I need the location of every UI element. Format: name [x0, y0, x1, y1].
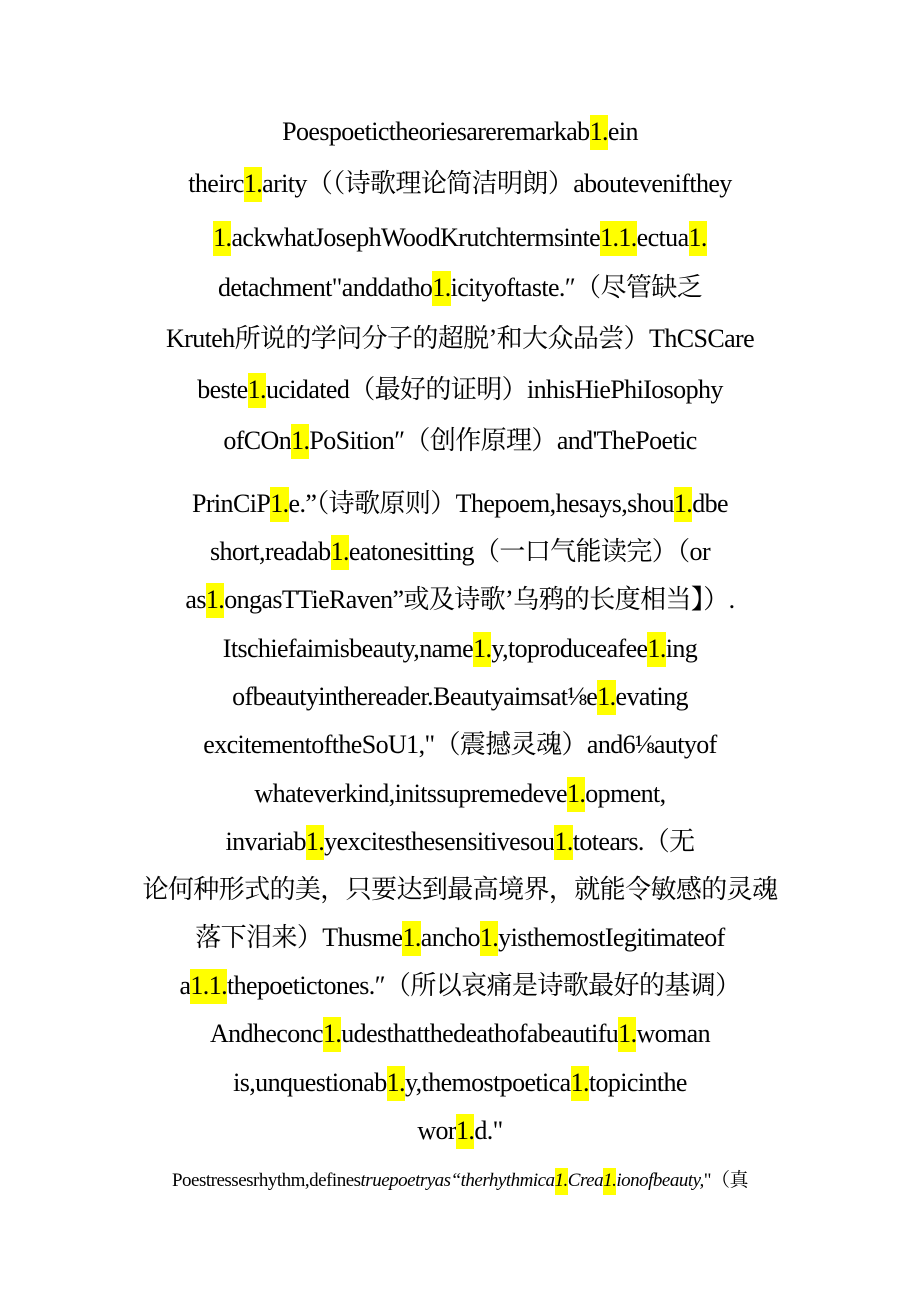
- text-line: [0, 873, 920, 907]
- text-segment: a: [179, 971, 191, 1000]
- text-segment: "（真: [703, 1170, 749, 1191]
- text-line: [0, 825, 920, 859]
- highlighted-text: 1.: [571, 1066, 589, 1101]
- text-segment: is,unquestionab: [233, 1068, 387, 1097]
- highlighted-text: 1.: [291, 424, 309, 459]
- text-line: [0, 1017, 920, 1051]
- text-line: [0, 777, 920, 811]
- text-segment: Poestressesrhythm,defines: [171, 1170, 361, 1191]
- text-segment: totears.（无: [572, 827, 695, 856]
- text-line: [0, 1164, 920, 1198]
- text-segment: Itschiefaimisbeauty,name: [222, 634, 474, 663]
- text-segment: excitementoftheSoU1,"（震撼灵魂）and6⅛autyof: [203, 730, 717, 759]
- text-line: [0, 322, 920, 356]
- text-segment: y,themostpoetica: [404, 1068, 571, 1097]
- text-segment: 论何种形式的美，只要达到最高境界，就能令敏感的灵魂: [142, 875, 778, 904]
- text-line: [0, 487, 920, 521]
- highlighted-text: 1.: [647, 632, 665, 667]
- text-segment: Kruteh所说的学问分子的超脱’和大众品尝）ThCSCare: [165, 324, 755, 353]
- highlighted-text: 1.: [603, 1168, 616, 1195]
- text-segment: whateverkind,initssupremedeve: [254, 779, 567, 808]
- text-segment: ongasTTieRaven”或及诗歌’乌鸦的长度相当】）.: [224, 585, 735, 614]
- text-segment: wor: [417, 1116, 456, 1145]
- text-segment: udesthatthedeathofabeautifu: [341, 1019, 619, 1048]
- text-line: [0, 221, 920, 255]
- text-segment: thepoetictones.″（所以哀痛是诗歌最好的基调）: [227, 971, 741, 1000]
- highlighted-text: 1.: [331, 535, 349, 570]
- text-line: [0, 115, 920, 149]
- highlighted-text: 1.: [323, 1017, 341, 1052]
- highlighted-text: 1.: [689, 221, 707, 256]
- text-segment: Poespoetictheoriesareremarkab: [282, 117, 590, 146]
- highlighted-text: 1.: [473, 632, 491, 667]
- text-segment: theirc: [188, 169, 244, 198]
- text-segment: 落下泪来）Thusme: [195, 923, 403, 952]
- text-segment: d.": [474, 1116, 503, 1145]
- highlighted-text: 1.: [270, 487, 288, 522]
- text-segment: ing: [665, 634, 698, 663]
- text-segment: arity（（诗歌理论简洁明朗）abouteveniftheу: [262, 169, 732, 198]
- text-line: [0, 921, 920, 955]
- text-segment: Andheconc: [209, 1019, 323, 1048]
- text-segment: invariab: [225, 827, 306, 856]
- text-segment: icityoftaste.″（尽管缺乏: [450, 273, 703, 302]
- text-segment: ionofbeauty,: [616, 1170, 704, 1191]
- text-segment: ectua: [636, 223, 689, 252]
- text-segment: eatonesitting（一口气能读完）（or: [348, 537, 711, 566]
- highlighted-text: 1.: [206, 583, 224, 618]
- text-segment: short,readab: [209, 537, 331, 566]
- highlighted-text: 1.: [244, 167, 262, 202]
- highlighted-text: 1.: [306, 825, 324, 860]
- text-segment: ackwhatJosephWoodKrutchtermsinte: [231, 223, 601, 252]
- text-segment: yisthemostIegitimateof: [498, 923, 725, 952]
- text-segment: y,toproduceafee: [491, 634, 648, 663]
- text-line: [0, 1114, 920, 1148]
- text-segment: ancho: [420, 923, 480, 952]
- text-segment: ucidated（最好的证明）inhisHiePhiIosophy: [265, 375, 723, 404]
- text-segment: Crea: [567, 1170, 604, 1191]
- highlighted-text: 1.: [402, 921, 420, 956]
- text-segment: evating: [615, 682, 688, 711]
- text-line: [0, 1066, 920, 1100]
- text-segment: e.”（诗歌原则）Thepoem,hesays,shou: [288, 489, 674, 518]
- highlighted-text: 1.: [555, 1168, 568, 1195]
- text-segment: as: [185, 585, 206, 614]
- text-segment: woman: [636, 1019, 711, 1048]
- highlighted-text: 1.: [480, 921, 498, 956]
- text-line: [0, 680, 920, 714]
- text-line: [0, 167, 920, 201]
- highlighted-text: 1.: [618, 1017, 636, 1052]
- text-segment: dbe: [692, 489, 728, 518]
- text-line: [0, 535, 920, 569]
- highlighted-text: 1.: [213, 221, 231, 256]
- highlighted-text: 1.1.: [600, 221, 637, 256]
- text-segment: PoSition″（创作原理）and'ThePoetic: [309, 426, 697, 455]
- highlighted-text: 1.1.: [190, 969, 227, 1004]
- highlighted-text: 1.: [554, 825, 572, 860]
- text-segment: detachment"anddatho: [217, 273, 433, 302]
- highlighted-text: 1.: [432, 271, 450, 306]
- text-segment: yexcitesthesensitivesou: [324, 827, 555, 856]
- text-line: [0, 424, 920, 458]
- highlighted-text: 1.: [590, 115, 608, 150]
- text-line: [0, 373, 920, 407]
- text-line: [0, 583, 920, 617]
- highlighted-text: 1.: [674, 487, 692, 522]
- text-segment: topicinthe: [588, 1068, 687, 1097]
- highlighted-text: 1.: [456, 1114, 474, 1149]
- text-segment: truepoetryas“therhythmica: [360, 1170, 555, 1191]
- text-line: [0, 632, 920, 666]
- text-segment: PrinCiP: [192, 489, 271, 518]
- text-line: [0, 271, 920, 305]
- text-line: [0, 969, 920, 1003]
- text-segment: beste: [197, 375, 248, 404]
- highlighted-text: 1.: [597, 680, 615, 715]
- text-segment: ofbeautyinthereader.Beautyaimsat⅛e: [232, 682, 598, 711]
- text-line: [0, 728, 920, 762]
- highlighted-text: 1.: [248, 373, 266, 408]
- text-segment: ein: [607, 117, 638, 146]
- highlighted-text: 1.: [567, 777, 585, 812]
- text-segment: ofCOn: [223, 426, 292, 455]
- text-segment: opment,: [585, 779, 666, 808]
- highlighted-text: 1.: [387, 1066, 405, 1101]
